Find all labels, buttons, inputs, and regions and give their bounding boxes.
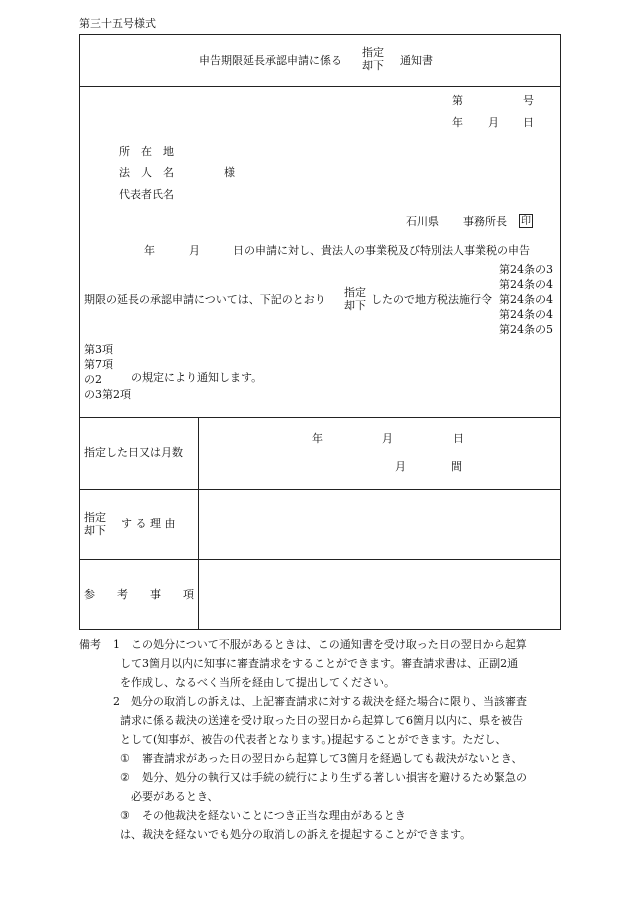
row1-months: 月: [395, 460, 406, 473]
note1-number: 1: [113, 638, 120, 651]
body-month: 月: [189, 244, 200, 257]
form-number: 第三十五号様式: [79, 17, 156, 30]
address-location-label: 所 在 地: [119, 145, 174, 158]
body-line2-suffix: したので地方税法施行令: [371, 293, 492, 306]
article-list: [499, 262, 553, 337]
condition1-text: 審査請求があった日の翌日から起算して3箇月を経過しても裁決がないとき、: [142, 752, 523, 765]
table-column-divider: [198, 417, 199, 630]
divider-title: [79, 86, 561, 87]
note2-number: 2: [113, 695, 120, 708]
address-corp-name-label: 法 人 名: [119, 166, 174, 179]
notes-heading: 備考: [79, 638, 101, 651]
clause-list: [84, 342, 131, 402]
row2-label: す る 理 由: [121, 517, 176, 530]
clause-item: の3第2項: [84, 388, 131, 401]
clause-item: 第3項: [84, 343, 113, 356]
condition2-number: ②: [120, 771, 130, 784]
article-item: 第24条の3: [499, 263, 553, 276]
title-suffix: 通知書: [400, 54, 433, 67]
note1-line1: この処分について不服があるときは、この通知書を受け取った日の翌日から起算: [131, 638, 527, 651]
body-option-designate: 指定: [344, 286, 366, 299]
divider-body: [79, 417, 561, 418]
seal-mark: 印: [521, 216, 531, 227]
body-closing: の規定により通知します。: [131, 371, 263, 384]
condition3-text: その他裁決を経ないことにつき正当な理由があるとき: [142, 809, 406, 822]
note1-line3: を作成し、なるべく当所を経由して提出してください。: [120, 676, 395, 689]
divider-row1: [79, 489, 561, 490]
row2-choice: [84, 511, 106, 537]
body-line1: 日の申請に対し、貴法人の事業税及び特別法人事業税の申告: [233, 244, 530, 257]
notes-final: は、裁決を経ないでも処分の取消しの訴えを提起することができます。: [120, 828, 472, 841]
title-main: 申告期限延長承認申請に係る: [199, 54, 342, 67]
date-month: 月: [488, 116, 499, 129]
number-go: 号: [523, 94, 534, 107]
body-year: 年: [144, 244, 155, 257]
row1-period: 間: [451, 460, 462, 473]
number-dai: 第: [452, 94, 463, 107]
row1-year: 年: [312, 432, 323, 445]
body-line2: 期限の延長の承認申請については、下記のとおり: [84, 293, 326, 306]
note1-line2: して3箇月以内に知事に審査請求をすることができます。審査請求書は、正副2通: [120, 657, 519, 670]
condition2-line1: 処分、処分の執行又は手続の続行により生ずる著しい損害を避けるため緊急の: [142, 771, 527, 784]
title-option-designate: 指定: [362, 46, 384, 59]
title-choice: [362, 46, 384, 72]
divider-row2: [79, 559, 561, 560]
note2-line3: として(知事が、被告の代表者となります。)提起することができます。ただし、: [120, 733, 507, 746]
title-option-reject: 却下: [362, 59, 384, 72]
article-item: 第24条の4: [499, 308, 553, 321]
date-day: 日: [523, 116, 534, 129]
article-item: 第24条の4: [499, 278, 553, 291]
body-option-reject: 却下: [344, 299, 366, 312]
article-item: 第24条の5: [499, 323, 553, 336]
note2-line2: 請求に係る裁決の送達を受け取った日の翌日から起算して6箇月以内に、県を被告: [120, 714, 523, 727]
clause-item: の2: [84, 373, 102, 386]
row1-day: 日: [453, 432, 464, 445]
clause-item: 第7項: [84, 358, 113, 371]
issuer-office: 事務所長: [463, 215, 507, 228]
row3-label: 参 考 事 項: [84, 588, 194, 601]
row1-label: 指定した日又は月数: [84, 446, 183, 459]
condition1-number: ①: [120, 752, 130, 765]
address-sama: 様: [224, 166, 235, 179]
address-representative-label: 代表者氏名: [119, 188, 174, 201]
note2-line1: 処分の取消しの訴えは、上記審査請求に対する裁決を経た場合に限り、当該審査: [131, 695, 527, 708]
issuer-prefecture: 石川県: [406, 215, 439, 228]
condition3-number: ③: [120, 809, 130, 822]
row1-month: 月: [382, 432, 393, 445]
condition2-line2: 必要があるとき、: [131, 790, 219, 803]
article-item: 第24条の4: [499, 293, 553, 306]
body-choice: [344, 286, 366, 312]
row2-option-designate: 指定: [84, 511, 106, 524]
row2-option-reject: 却下: [84, 524, 106, 537]
date-year: 年: [452, 116, 463, 129]
